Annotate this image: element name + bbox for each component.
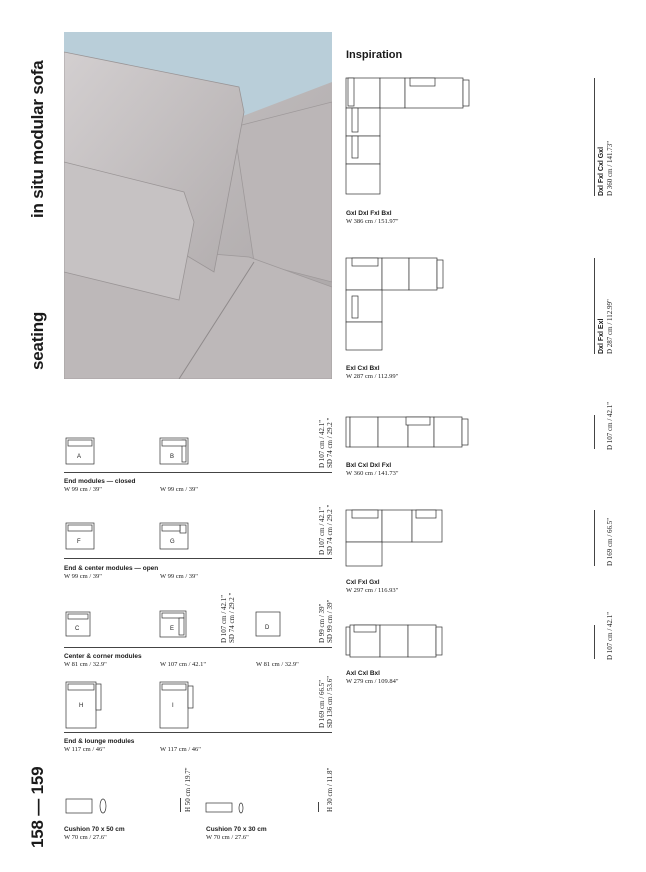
cushion-large-diagram: [66, 797, 114, 817]
config-2-divider: [594, 258, 595, 354]
config-2-diagram: [346, 256, 446, 351]
end-lounge-seat-depth: SD 136 cm / 53.6": [326, 675, 334, 728]
module-h-width: W 117 cm / 46": [64, 746, 105, 753]
cushion-large-divider: [180, 798, 181, 812]
module-e-depth: D 107 cm / 42.1": [220, 594, 228, 643]
product-title: in situ modular sofa: [28, 60, 47, 218]
module-c-diagram: [66, 612, 94, 640]
config-1-divider: [594, 78, 595, 196]
module-d-diagram: [256, 612, 284, 640]
module-i-letter: I: [172, 703, 174, 709]
end-closed-seat-depth: SD 74 cm / 29.2 ": [326, 417, 334, 468]
module-a-letter: A: [77, 454, 82, 460]
end-closed-label: End modules — closed: [64, 478, 136, 485]
config-5-diagram: [346, 623, 446, 659]
center-corner-rule: [64, 647, 332, 648]
module-d-depth: D 99 cm / 39": [318, 603, 326, 643]
config-3-diagram: [346, 415, 471, 449]
end-closed-depth: D 107 cm / 42.1": [318, 419, 326, 468]
module-e-seat-depth: SD 74 cm / 29.2 ": [228, 592, 236, 643]
cushion-small-label: Cushion 70 x 30 cm: [206, 826, 267, 833]
inspiration-heading: Inspiration: [346, 49, 403, 61]
section-title: seating: [28, 311, 47, 370]
module-i-diagram: [160, 682, 200, 730]
config-3-width: W 360 cm / 141.73": [346, 470, 399, 477]
cushion-large-width: W 70 cm / 27.6": [64, 834, 107, 841]
config-5-width: W 279 cm / 109.84": [346, 678, 399, 685]
end-lounge-label: End & lounge modules: [64, 738, 135, 745]
module-e-width: W 107 cm / 42.1": [160, 661, 207, 668]
config-2-depth-name: Dxl Fxl Exl: [598, 318, 605, 354]
module-c-letter: C: [75, 626, 80, 632]
config-1-depth: D 360 cm / 141.73": [606, 140, 614, 196]
config-5-name: Axl Cxl Bxl: [346, 670, 380, 677]
config-4-name: Cxl Fxl Gxl: [346, 579, 380, 586]
config-5-depth: D 107 cm / 42.1": [606, 611, 614, 660]
config-3-depth: D 107 cm / 42.1": [606, 401, 614, 450]
config-5-divider: [594, 625, 595, 659]
cushion-small-width: W 70 cm / 27.6": [206, 834, 249, 841]
config-4-divider: [594, 510, 595, 566]
module-i-width: W 117 cm / 46": [160, 746, 201, 753]
cushion-small-diagram: [206, 800, 254, 820]
page-numbers: 158 — 159: [28, 766, 47, 848]
module-b-diagram: [160, 438, 190, 468]
config-4-diagram: [346, 508, 446, 568]
module-c-width: W 81 cm / 32.9": [64, 661, 107, 668]
config-1-width: W 386 cm / 151.97": [346, 218, 399, 225]
config-3-name: Bxl Cxl Dxl Fxl: [346, 462, 392, 469]
module-f-width: W 99 cm / 39": [64, 573, 102, 580]
config-1-diagram: [346, 76, 471, 196]
center-corner-label: Center & corner modules: [64, 653, 142, 660]
config-1-name: Gxl Dxl Fxl Bxl: [346, 210, 392, 217]
config-3-divider: [594, 415, 595, 449]
end-open-seat-depth: SD 74 cm / 29.2 ": [326, 504, 334, 555]
module-e-diagram: [160, 611, 190, 641]
module-h-letter: H: [79, 703, 84, 709]
module-e-letter: E: [170, 626, 175, 632]
end-open-depth: D 107 cm / 42.1": [318, 506, 326, 555]
end-closed-rule: [64, 472, 332, 473]
module-h-diagram: [66, 682, 106, 730]
cushion-large-label: Cushion 70 x 50 cm: [64, 826, 125, 833]
module-g-letter: G: [170, 539, 175, 545]
module-g-diagram: [160, 523, 190, 553]
module-b-width: W 99 cm / 39": [160, 486, 198, 493]
cushion-small-height: H 30 cm / 11.8": [326, 767, 334, 812]
end-open-label: End & center modules — open: [64, 565, 159, 572]
config-4-width: W 297 cm / 116.93": [346, 587, 399, 594]
module-a-diagram: [66, 438, 96, 468]
end-open-rule: [64, 558, 332, 559]
module-g-width: W 99 cm / 39": [160, 573, 198, 580]
module-f-diagram: [66, 523, 96, 553]
cushion-small-divider: [318, 802, 319, 812]
config-4-depth: D 169 cm / 66.5": [606, 517, 614, 566]
config-2-depth: D 287 cm / 112.99": [606, 299, 614, 354]
module-d-letter: D: [265, 625, 270, 631]
module-a-width: W 99 cm / 39": [64, 486, 102, 493]
config-2-width: W 287 cm / 112.99": [346, 373, 399, 380]
module-f-letter: F: [77, 539, 81, 545]
product-photo: [64, 32, 332, 379]
cushion-large-height: H 50 cm / 19.7": [184, 767, 192, 812]
module-d-width: W 81 cm / 32.9": [256, 661, 299, 668]
module-b-letter: B: [170, 454, 175, 460]
end-lounge-rule: [64, 732, 332, 733]
module-d-seat-depth: SD 99 cm / 39": [326, 599, 334, 643]
end-lounge-depth: D 169 cm / 66.5": [318, 679, 326, 728]
config-2-name: Exl Cxl Bxl: [346, 365, 380, 372]
config-1-depth-name: Dxl Fxl Cxl Gxl: [598, 146, 605, 196]
